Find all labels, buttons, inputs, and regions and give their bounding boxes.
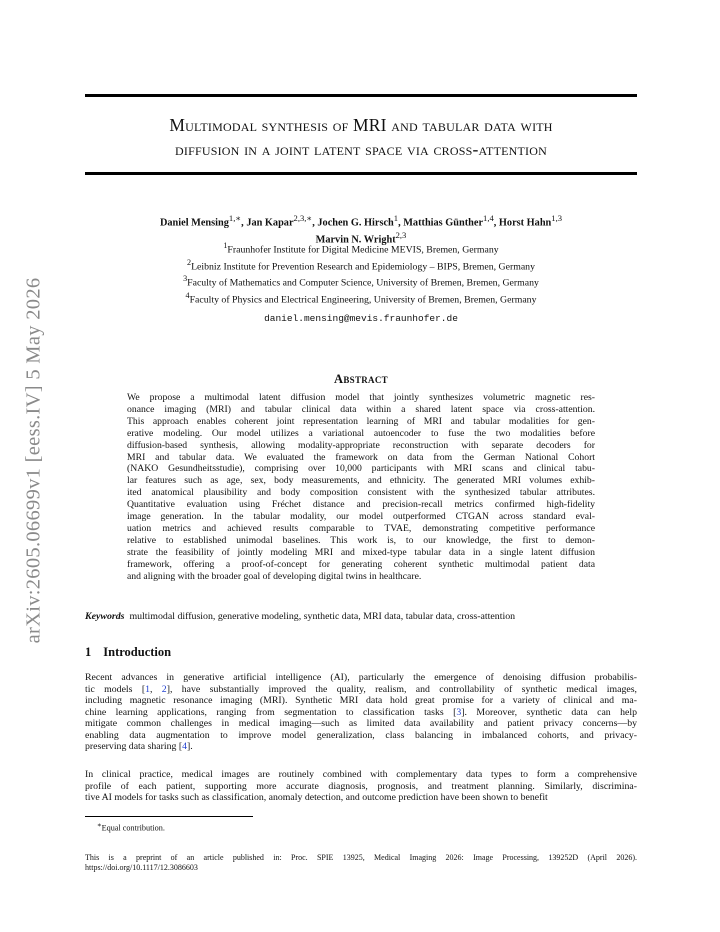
affiliation-item: [85, 273, 637, 290]
affiliation-sup: 4: [185, 291, 190, 301]
author-name: Matthias Günther: [403, 217, 484, 229]
footnote-text: Equal contribution.: [101, 823, 165, 833]
abstract-heading: Abstract: [334, 372, 388, 386]
affiliation-item: [85, 257, 637, 274]
section-number: 1: [85, 645, 92, 659]
abstract-line: framework, offering a proof-of-concept for generating coherent synthetic multimodal patient data: [127, 558, 595, 570]
arxiv-identifier: [21, 240, 47, 680]
paragraph-line: tic models [1, 2], have substantially improved the quality, realism, and controllability of synthetic medical images,: [85, 683, 637, 695]
author-name: Daniel Mensing: [159, 217, 229, 229]
author-affil-sup: 1,3: [551, 213, 563, 223]
citation-link[interactable]: 2: [161, 683, 167, 695]
author-affil-sup: 1,4: [483, 213, 494, 223]
section-title: Introduction: [103, 645, 172, 659]
abstract-line: onance imaging (MRI) and tabular clinical data within a shared latent space via cross-attention.: [127, 403, 595, 415]
affiliation-text: Faculty of Physics and Electrical Engineering, University of Bremen, Bremen, Germany: [189, 294, 537, 306]
section-heading: [85, 645, 171, 660]
paragraph-line: chine learning applications, ranging from segmentation to classification tasks [3]. Moreover, synthetic data can help: [85, 706, 637, 718]
abstract-line: uation metrics and achieved results comparable to TVAE, demonstrating competitive performance: [127, 522, 595, 534]
paragraph-line: tive AI models for tasks such as classification, anomaly detection, and outcome prediction have been shown to benefit: [85, 792, 548, 803]
author-name: Marvin N. Wright: [315, 234, 396, 246]
author-name: Horst Hahn: [498, 217, 552, 229]
abstract-line: Quantitative evaluation using Fréchet distance and precision-recall metrics confirmed high-fidelity: [127, 499, 595, 511]
title-line-1: Multimodal synthesis of MRI and tabular data with: [169, 115, 553, 135]
abstract-line: lar features such as age, sex, body measurements, and ethnicity. The generated MRI volumes exhib-: [127, 475, 595, 487]
affiliation-sup: 1: [223, 241, 228, 250]
citation-link[interactable]: 4: [182, 741, 188, 752]
paper-title: [85, 113, 637, 161]
author-affil-sup: 1: [393, 213, 399, 223]
abstract-line: We propose a multimodal latent diffusion model that jointly synthesizes volumetric magnetic res-: [127, 392, 595, 403]
author-line-1: Daniel Mensing$^{1,∗}$, Jan Kapar$^{2,3,∗}$, Jochen G. Hirsch$^1$, Matthias Günther$^{1,4}$, Horst Hahn$^{1,3}$: [159, 213, 563, 229]
abstract-line: relative to established unimodal baselines. This work is, to our knowledge, the first to demon-: [127, 534, 595, 546]
arxiv-id-text: arXiv:2605.06699v1 [eess.IV] 5 May 2026: [22, 277, 45, 643]
affiliation-item: [85, 240, 637, 257]
affiliations: [85, 240, 637, 307]
affiliation-sup: 3: [183, 274, 188, 284]
author-name: Jan Kapar: [246, 217, 294, 229]
paragraph-line: profile of each patient, supporting more accurate diagnosis, prognosis, and treatment planning. Similarly, discrimina-: [85, 780, 637, 792]
paragraph-line: Recent advances in generative artificial intelligence (AI), particularly the emergence of denoising diffusion probabilis-: [85, 672, 637, 683]
keywords-text: multimodal diffusion, generative modeling, synthetic data, MRI data, tabular data, cross-attention: [129, 611, 516, 622]
author-affil-sup: 2,3: [395, 230, 407, 241]
title-bottom-rule: [85, 172, 637, 175]
paragraph-line: including magnetic resonance imaging (MRI). Synthetic MRI data hold great promise for a variety of clinical and ma-: [85, 695, 637, 706]
affiliation-sup: 2: [187, 257, 192, 267]
abstract-line: This approach enables coherent joint representation learning of MRI and tabular modalities for gen-: [127, 415, 595, 427]
abstract-line: and aligning with the broader goal of developing digital twins in healthcare.: [127, 570, 422, 582]
keywords: [85, 611, 637, 622]
keywords-label: Keywords: [85, 611, 125, 622]
affiliation-item: [85, 290, 637, 307]
intro-paragraph-2: [85, 769, 637, 804]
abstract-line: strate the feasibility of jointly modeling MRI and mixed-type tabular data in a single latent diffusion: [127, 546, 595, 558]
abstract-line: MRI and tabular data. We evaluated the framework on data from the German National Cohort: [127, 451, 595, 463]
abstract-line: (NAKO Gesundheitsstudie), comprising over 10,000 participants with MRI scans and clinical tabu-: [127, 463, 595, 475]
contact-email[interactable]: daniel.mensing@mevis.fraunhofer.de: [264, 313, 458, 324]
abstract-line: erative modeling. Our model utilizes a variational autoencoder to fuse the two modalities before: [127, 427, 595, 439]
citation-link[interactable]: 3: [456, 706, 462, 718]
paragraph-line: mitigate common challenges in medical imaging—such as limited data availability and patient privacy concerns—by: [85, 718, 637, 729]
intro-paragraph-1: [85, 672, 637, 753]
title-line-2: diffusion in a joint latent space via cross-attention: [175, 139, 547, 159]
footnote-mark: ∗: [97, 822, 102, 829]
affiliation-text: Leibniz Institute for Prevention Research and Epidemiology – BIPS, Bremen, Germany: [191, 260, 535, 272]
footnote: [97, 821, 165, 833]
paragraph-line: enabling data augmentation to improve model generalization, class balancing in imbalanced cohorts, and privacy-: [85, 729, 637, 741]
title-top-rule: [85, 94, 637, 97]
footnote-rule: [85, 816, 253, 817]
author-affil-sup: 2,3,∗: [293, 213, 313, 223]
paragraph-line: preserving data sharing [4].: [85, 741, 193, 752]
preprint-line: This is a preprint of an article published in: Proc. SPIE 13925, Medical Imaging 2026: Image Processing, 139252D (April 2026).: [85, 853, 637, 862]
preprint-notice: [85, 853, 637, 873]
abstract-line: diffusion-based synthesis, allowing modality-appropriate reconstruction with separate decoders for: [127, 439, 595, 451]
preprint-line: https://doi.org/10.1117/12.3086603: [85, 863, 198, 872]
author-name: Jochen G. Hirsch: [317, 217, 394, 229]
abstract-line: image generation. In the tabular modality, our model outperformed CTGAN across standard eval-: [127, 511, 595, 523]
paragraph-line: In clinical practice, medical images are routinely combined with complementary data types to form a comprehensive: [85, 769, 637, 780]
affiliation-text: Fraunhofer Institute for Digital Medicine MEVIS, Bremen, Germany: [227, 244, 499, 256]
abstract-body: [127, 392, 595, 583]
author-affil-sup: 1,∗: [228, 213, 242, 223]
affiliation-text: Faculty of Mathematics and Computer Science, University of Bremen, Bremen, Germany: [187, 277, 539, 289]
citation-link[interactable]: 1: [145, 683, 150, 695]
abstract-line: ited anatomical plausibility and body composition consistent with the synthesized tabular attributes.: [127, 487, 595, 499]
